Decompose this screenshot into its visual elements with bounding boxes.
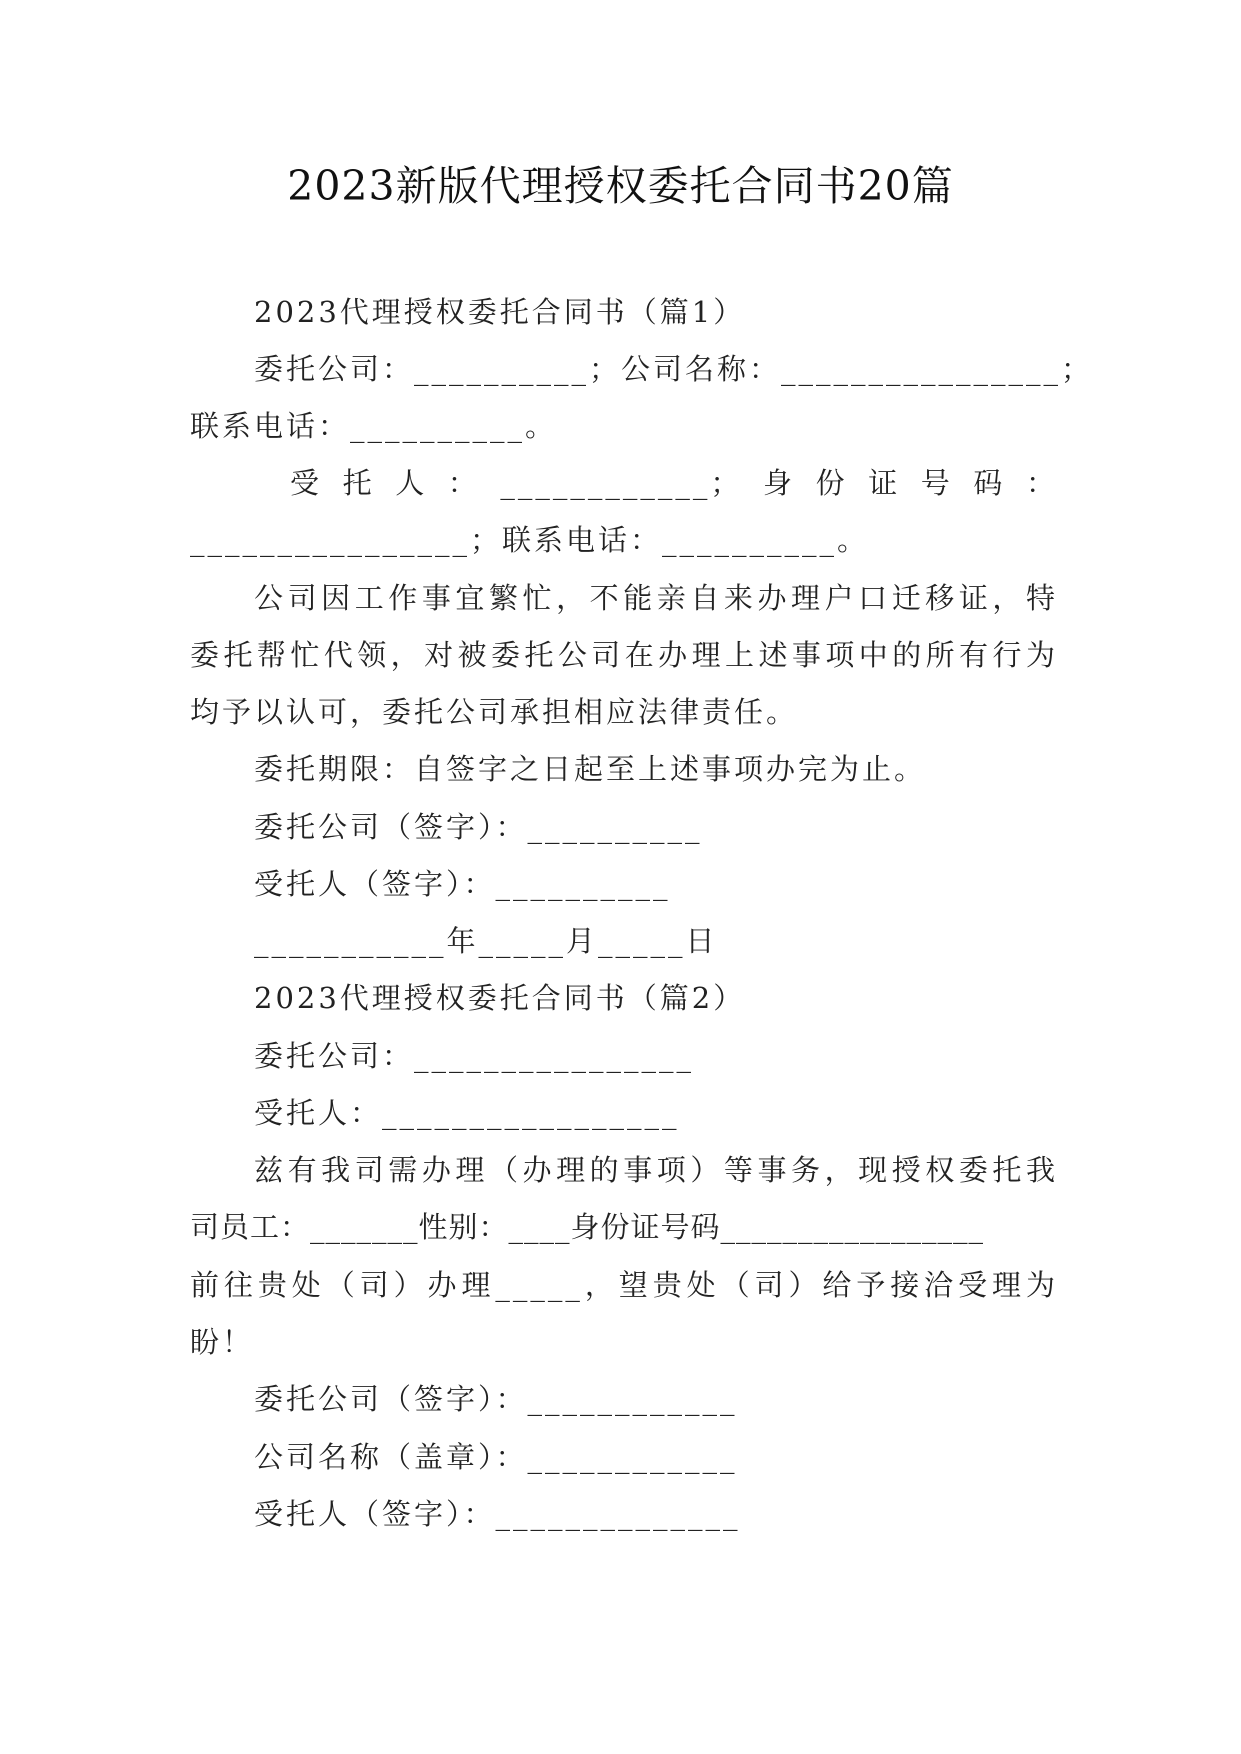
paragraph-line: 受托人：____________；身份证号码： bbox=[290, 466, 1058, 500]
section-heading-2: 2023代理授权委托合同书（篇2） bbox=[254, 981, 746, 1015]
paragraph-line: 均予以认可，委托公司承担相应法律责任。 bbox=[190, 695, 799, 729]
paragraph-line: 受托人：_________________ bbox=[254, 1096, 680, 1130]
paragraph-line: 盼！ bbox=[190, 1325, 255, 1359]
paragraph-line: 委托帮忙代领，对被委托公司在办理上述事项中的所有行为 bbox=[190, 638, 1058, 672]
paragraph-line: 委托期限：自签字之日起至上述事项办完为止。 bbox=[254, 752, 927, 786]
paragraph-line: 联系电话：__________。 bbox=[190, 409, 558, 443]
signature-line: 公司名称（盖章）：____________ bbox=[254, 1440, 738, 1474]
signature-line: 委托公司（签字）：____________ bbox=[254, 1382, 738, 1416]
signature-line: 委托公司（签字）：__________ bbox=[254, 810, 703, 844]
signature-line: 受托人（签字）：______________ bbox=[254, 1497, 741, 1531]
paragraph-line: 公司因工作事宜繁忙，不能亲自来办理户口迁移证，特 bbox=[254, 581, 1058, 615]
signature-line: 受托人（签字）：__________ bbox=[254, 867, 671, 901]
date-line: ___________年_____月_____日 bbox=[254, 924, 718, 958]
paragraph-line: 前往贵处（司）办理_____，望贵处（司）给予接洽受理为 bbox=[190, 1268, 1058, 1302]
paragraph-line: 委托公司：________________ bbox=[254, 1039, 695, 1073]
section-heading-1: 2023代理授权委托合同书（篇1） bbox=[254, 295, 746, 329]
paragraph-line: ________________；联系电话：__________。 bbox=[190, 523, 870, 557]
paragraph-line: 兹有我司需办理（办理的事项）等事务，现授权委托我 bbox=[254, 1153, 1058, 1187]
paragraph-line: 司员工：_______性别：____身份证号码_________________ bbox=[190, 1210, 985, 1244]
paragraph-line: 委托公司：__________；公司名称：________________； bbox=[254, 352, 1094, 386]
document-title: 2023新版代理授权委托合同书20篇 bbox=[287, 162, 954, 210]
